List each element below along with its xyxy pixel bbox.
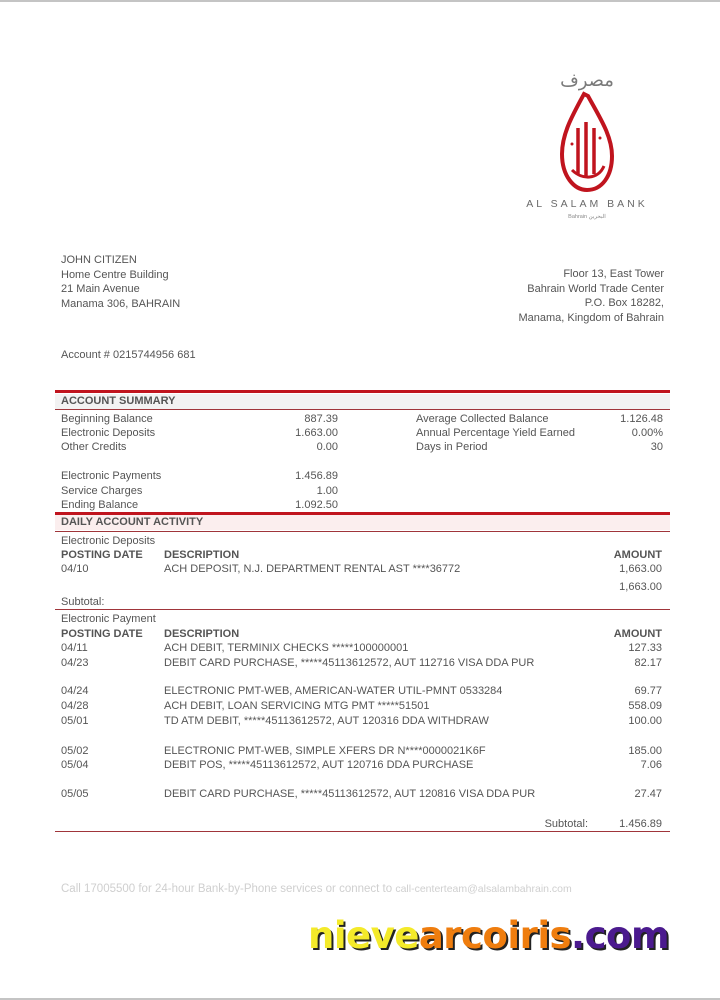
summary-value: 0.00% xyxy=(631,427,663,439)
summary-value: 0.00 xyxy=(316,441,338,453)
payments-subtotal-value: 1.456.89 xyxy=(619,818,662,830)
row-amount: 127.33 xyxy=(628,642,662,654)
summary-value: 30 xyxy=(650,441,663,453)
arabic-title: مصرف xyxy=(560,70,614,91)
row-description: DEBIT CARD PURCHASE, *****45113612572, AUT 112716 VISA DDA PUR xyxy=(164,657,535,669)
summary-value: 1.00 xyxy=(316,485,338,497)
col-amount: AMOUNT xyxy=(613,628,662,640)
col-posting-date: POSTING DATE xyxy=(61,549,143,561)
summary-label: Days in Period xyxy=(416,441,488,453)
row-date: 04/10 xyxy=(61,563,89,575)
watermark-logo xyxy=(308,914,669,957)
payments-subtotal-label: Subtotal: xyxy=(544,818,588,830)
row-date: 05/05 xyxy=(61,788,89,800)
divider xyxy=(55,409,670,410)
summary-row xyxy=(0,413,720,427)
bank-logo xyxy=(512,66,662,228)
section-divider xyxy=(55,390,670,393)
deposits-title: Electronic Deposits xyxy=(61,535,156,547)
summary-label: Annual Percentage Yield Earned xyxy=(416,427,576,439)
summary-label: Electronic Payments xyxy=(61,470,162,482)
footer-note xyxy=(61,883,572,895)
bank-address-line: P.O. Box 18282, xyxy=(584,297,664,309)
bank-name: AL SALAM BANK xyxy=(526,198,648,210)
col-posting-date: POSTING DATE xyxy=(61,628,143,640)
footer-phone-text: Call 17005500 for 24-hour Bank-by-Phone services or connect to xyxy=(61,883,396,895)
row-description: ACH DEPOSIT, N.J. DEPARTMENT RENTAL AST ****36772 xyxy=(164,563,461,575)
bank-address-line: Manama, Kingdom of Bahrain xyxy=(518,311,664,324)
summary-label: Other Credits xyxy=(61,441,127,453)
summary-label: Electronic Deposits xyxy=(61,427,156,439)
footer-email-link[interactable]: call-centerteam@alsalambahrain.com xyxy=(395,883,572,895)
row-date: 05/01 xyxy=(61,715,89,727)
summary-label: Average Collected Balance xyxy=(416,413,549,425)
customer-address-line: Home Centre Building xyxy=(61,268,169,281)
row-amount: 100.00 xyxy=(628,715,662,727)
row-description: ELECTRONIC PMT-WEB, AMERICAN-WATER UTIL-PMNT 0533284 xyxy=(164,685,503,697)
row-description: ACH DEBIT, LOAN SERVICING MTG PMT *****51501 xyxy=(164,700,430,712)
summary-value: 1.092.50 xyxy=(295,499,338,511)
row-amount: 185.00 xyxy=(628,745,662,757)
summary-value: 1.663.00 xyxy=(295,427,338,439)
row-date: 04/28 xyxy=(61,700,89,712)
summary-row xyxy=(0,499,720,513)
section-title: DAILY ACCOUNT ACTIVITY xyxy=(61,516,204,528)
row-description: TD ATM DEBIT, *****45113612572, AUT 120316 DDA WITHDRAW xyxy=(164,715,489,727)
row-amount: 82.17 xyxy=(634,657,662,669)
customer-address-line: Manama 306, BAHRAIN xyxy=(61,297,181,310)
row-description: DEBIT POS, *****45113612572, AUT 120716 DDA PURCHASE xyxy=(164,759,474,771)
summary-label: Service Charges xyxy=(61,485,143,497)
summary-row xyxy=(0,470,720,484)
customer-address xyxy=(61,253,180,311)
row-date: 05/04 xyxy=(61,759,89,771)
bank-address-line: Bahrain World Trade Center xyxy=(527,282,664,295)
bank-address-line: Floor 13, East Tower xyxy=(563,268,664,280)
col-description: DESCRIPTION xyxy=(164,549,240,561)
bank-emblem-icon xyxy=(512,66,662,196)
row-amount: 558.09 xyxy=(628,700,662,712)
account-number: Account # 0215744956 681 xyxy=(61,349,196,361)
row-amount: 7.06 xyxy=(640,759,662,771)
bank-address xyxy=(518,267,664,325)
row-description: DEBIT CARD PURCHASE, *****45113612572, AUT 120816 VISA DDA PUR xyxy=(164,788,536,800)
summary-value: 887.39 xyxy=(304,413,338,425)
summary-label: Beginning Balance xyxy=(61,413,153,425)
summary-value: 1.126.48 xyxy=(620,413,663,425)
summary-row xyxy=(0,427,720,441)
deposits-subtotal-value: 1,663.00 xyxy=(619,581,662,593)
row-date: 04/24 xyxy=(61,685,89,697)
customer-name: JOHN CITIZEN xyxy=(61,254,137,266)
divider xyxy=(55,609,670,610)
col-description: DESCRIPTION xyxy=(164,628,240,640)
summary-row xyxy=(0,441,720,455)
divider xyxy=(55,831,670,832)
row-amount: 27.47 xyxy=(634,788,662,800)
row-amount: 69.77 xyxy=(634,685,662,697)
summary-label: Ending Balance xyxy=(61,499,139,511)
summary-value: 1.456.89 xyxy=(295,470,338,482)
top-border xyxy=(0,0,720,2)
daily-activity-header xyxy=(55,515,670,530)
customer-address-line: 21 Main Avenue xyxy=(61,283,140,295)
watermark-part: arcoiris xyxy=(418,914,572,957)
summary-row xyxy=(0,485,720,499)
row-description: ACH DEBIT, TERMINIX CHECKS *****100000001 xyxy=(164,642,409,654)
row-date: 05/02 xyxy=(61,745,89,757)
deposits-subtotal-label: Subtotal: xyxy=(61,596,105,608)
row-date: 04/11 xyxy=(61,642,88,654)
account-summary-header xyxy=(55,394,670,409)
divider xyxy=(55,531,670,532)
row-date: 04/23 xyxy=(61,657,89,669)
row-amount: 1,663.00 xyxy=(619,563,662,575)
payments-title: Electronic Payment xyxy=(61,613,156,625)
watermark-part: nieve xyxy=(308,914,419,957)
col-amount: AMOUNT xyxy=(613,549,662,561)
watermark-part: .com xyxy=(571,914,670,957)
bank-country: Bahrain البحرين xyxy=(568,214,606,220)
section-title: ACCOUNT SUMMARY xyxy=(61,395,176,407)
row-description: ELECTRONIC PMT-WEB, SIMPLE XFERS DR N****0000021K6F xyxy=(164,745,486,757)
